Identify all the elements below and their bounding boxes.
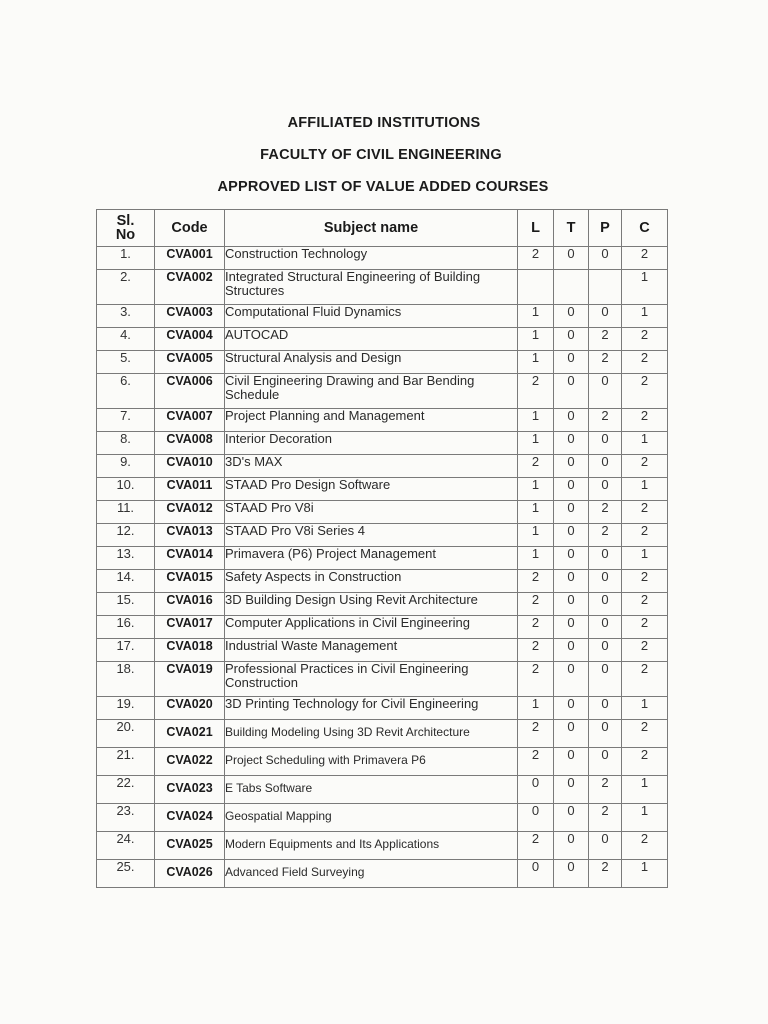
table-row: [97, 616, 668, 639]
cell-sl-no: 7.: [97, 409, 155, 432]
cell-p: 0: [589, 432, 622, 455]
cell-t: 0: [554, 501, 589, 524]
cell-c: 2: [622, 748, 668, 776]
cell-l: 2: [518, 616, 554, 639]
cell-p: 0: [589, 374, 622, 409]
cell-subject-name: 3D Building Design Using Revit Architecture: [225, 593, 518, 616]
table-row: [97, 547, 668, 570]
cell-l: 1: [518, 351, 554, 374]
cell-sl-no: 11.: [97, 501, 155, 524]
cell-code: CVA026: [155, 860, 225, 888]
table-row: [97, 478, 668, 501]
cell-subject-name: Building Modeling Using 3D Revit Architecture: [225, 720, 518, 748]
table-row: [97, 524, 668, 547]
cell-l: 2: [518, 570, 554, 593]
cell-c: 1: [622, 547, 668, 570]
cell-code: CVA024: [155, 804, 225, 832]
cell-t: 0: [554, 720, 589, 748]
cell-c: 2: [622, 247, 668, 270]
cell-p: 2: [589, 351, 622, 374]
cell-sl-no: 23.: [97, 804, 155, 832]
cell-c: 1: [622, 270, 668, 305]
cell-l: 2: [518, 662, 554, 697]
cell-t: 0: [554, 662, 589, 697]
cell-p: 0: [589, 639, 622, 662]
cell-t: 0: [554, 570, 589, 593]
table-row: [97, 409, 668, 432]
cell-p: 2: [589, 501, 622, 524]
cell-t: 0: [554, 639, 589, 662]
cell-subject-name: 3D's MAX: [225, 455, 518, 478]
table-row: [97, 593, 668, 616]
cell-subject-name: Project Scheduling with Primavera P6: [225, 748, 518, 776]
courses-table: [96, 209, 668, 888]
table-row: [97, 305, 668, 328]
cell-code: CVA023: [155, 776, 225, 804]
table-row: [97, 351, 668, 374]
cell-sl-no: 21.: [97, 748, 155, 776]
cell-l: 1: [518, 524, 554, 547]
table-row: [97, 860, 668, 888]
cell-p: 0: [589, 832, 622, 860]
cell-subject-name: E Tabs Software: [225, 776, 518, 804]
cell-subject-name: Computer Applications in Civil Engineering: [225, 616, 518, 639]
cell-p: 0: [589, 748, 622, 776]
cell-t: 0: [554, 478, 589, 501]
cell-t: 0: [554, 547, 589, 570]
cell-sl-no: 1.: [97, 247, 155, 270]
cell-c: 2: [622, 455, 668, 478]
cell-code: CVA013: [155, 524, 225, 547]
cell-c: 2: [622, 832, 668, 860]
header-p: P: [589, 210, 622, 247]
cell-c: 1: [622, 305, 668, 328]
cell-code: CVA014: [155, 547, 225, 570]
cell-t: 0: [554, 328, 589, 351]
table-row: [97, 455, 668, 478]
cell-sl-no: 24.: [97, 832, 155, 860]
cell-t: 0: [554, 455, 589, 478]
cell-sl-no: 17.: [97, 639, 155, 662]
cell-subject-name: AUTOCAD: [225, 328, 518, 351]
cell-p: 0: [589, 697, 622, 720]
cell-code: CVA006: [155, 374, 225, 409]
cell-t: 0: [554, 804, 589, 832]
cell-subject-name: Advanced Field Surveying: [225, 860, 518, 888]
cell-p: 2: [589, 776, 622, 804]
table-row: [97, 270, 668, 305]
cell-sl-no: 18.: [97, 662, 155, 697]
cell-l: 1: [518, 432, 554, 455]
table-header-row: [97, 210, 668, 247]
cell-c: 2: [622, 409, 668, 432]
cell-l: 2: [518, 832, 554, 860]
cell-p: [589, 270, 622, 305]
cell-code: CVA002: [155, 270, 225, 305]
cell-code: CVA008: [155, 432, 225, 455]
cell-code: CVA011: [155, 478, 225, 501]
heading-course-list: APPROVED LIST OF VALUE ADDED COURSES: [217, 179, 549, 195]
cell-l: 2: [518, 247, 554, 270]
cell-t: 0: [554, 351, 589, 374]
cell-p: 0: [589, 616, 622, 639]
table-row: [97, 697, 668, 720]
cell-sl-no: 4.: [97, 328, 155, 351]
cell-sl-no: 15.: [97, 593, 155, 616]
cell-subject-name: Construction Technology: [225, 247, 518, 270]
cell-subject-name: STAAD Pro V8i Series 4: [225, 524, 518, 547]
cell-code: CVA015: [155, 570, 225, 593]
cell-sl-no: 8.: [97, 432, 155, 455]
cell-l: 2: [518, 374, 554, 409]
cell-c: 1: [622, 697, 668, 720]
cell-sl-no: 9.: [97, 455, 155, 478]
cell-sl-no: 12.: [97, 524, 155, 547]
cell-c: 2: [622, 501, 668, 524]
cell-subject-name: STAAD Pro Design Software: [225, 478, 518, 501]
cell-code: CVA020: [155, 697, 225, 720]
cell-p: 2: [589, 328, 622, 351]
cell-p: 0: [589, 720, 622, 748]
cell-code: CVA003: [155, 305, 225, 328]
cell-l: 2: [518, 748, 554, 776]
cell-sl-no: 3.: [97, 305, 155, 328]
cell-sl-no: 5.: [97, 351, 155, 374]
cell-p: 0: [589, 662, 622, 697]
heading-faculty: FACULTY OF CIVIL ENGINEERING: [260, 147, 502, 163]
cell-c: 2: [622, 524, 668, 547]
table-row: [97, 832, 668, 860]
cell-l: 1: [518, 478, 554, 501]
table-row: [97, 432, 668, 455]
cell-t: 0: [554, 432, 589, 455]
cell-p: 0: [589, 593, 622, 616]
header-sl-no: [97, 210, 155, 247]
cell-t: 0: [554, 860, 589, 888]
cell-l: 2: [518, 455, 554, 478]
cell-p: 0: [589, 570, 622, 593]
cell-c: 1: [622, 432, 668, 455]
header-c: C: [622, 210, 668, 247]
cell-code: CVA019: [155, 662, 225, 697]
cell-c: 1: [622, 860, 668, 888]
cell-c: 2: [622, 639, 668, 662]
table-row: [97, 748, 668, 776]
cell-l: 1: [518, 697, 554, 720]
cell-sl-no: 14.: [97, 570, 155, 593]
cell-l: 2: [518, 639, 554, 662]
cell-sl-no: 20.: [97, 720, 155, 748]
cell-sl-no: 10.: [97, 478, 155, 501]
cell-t: 0: [554, 593, 589, 616]
header-t: T: [554, 210, 589, 247]
cell-subject-name: 3D Printing Technology for Civil Engineering: [225, 697, 518, 720]
cell-l: 1: [518, 409, 554, 432]
header-sl-line1: Sl.: [116, 213, 135, 229]
cell-code: CVA007: [155, 409, 225, 432]
cell-c: 2: [622, 662, 668, 697]
cell-l: 0: [518, 776, 554, 804]
header-subject-name: Subject name: [225, 210, 518, 247]
header-sl-line2: No: [115, 227, 136, 243]
cell-sl-no: 2.: [97, 270, 155, 305]
cell-p: 0: [589, 247, 622, 270]
cell-code: CVA010: [155, 455, 225, 478]
cell-subject-name: Project Planning and Management: [225, 409, 518, 432]
table-row: [97, 720, 668, 748]
cell-code: CVA022: [155, 748, 225, 776]
cell-t: 0: [554, 247, 589, 270]
cell-code: CVA018: [155, 639, 225, 662]
cell-p: 0: [589, 478, 622, 501]
cell-p: 2: [589, 860, 622, 888]
cell-code: CVA001: [155, 247, 225, 270]
cell-l: 2: [518, 593, 554, 616]
cell-l: 1: [518, 501, 554, 524]
cell-l: 2: [518, 720, 554, 748]
cell-p: 2: [589, 409, 622, 432]
cell-t: 0: [554, 524, 589, 547]
cell-code: CVA005: [155, 351, 225, 374]
cell-t: 0: [554, 776, 589, 804]
cell-subject-name: Modern Equipments and Its Applications: [225, 832, 518, 860]
table-row: [97, 662, 668, 697]
table-row: [97, 328, 668, 351]
cell-sl-no: 6.: [97, 374, 155, 409]
heading-affiliated-institutions: AFFILIATED INSTITUTIONS: [287, 115, 481, 131]
cell-subject-name: Civil Engineering Drawing and Bar Bending Schedule: [225, 374, 518, 409]
cell-sl-no: 13.: [97, 547, 155, 570]
cell-c: 2: [622, 328, 668, 351]
cell-subject-name: Integrated Structural Engineering of Building Structures: [225, 270, 518, 305]
cell-sl-no: 25.: [97, 860, 155, 888]
cell-c: 2: [622, 374, 668, 409]
cell-l: 1: [518, 305, 554, 328]
cell-c: 2: [622, 351, 668, 374]
cell-subject-name: Professional Practices in Civil Engineering Construction: [225, 662, 518, 697]
cell-sl-no: 22.: [97, 776, 155, 804]
table-row: [97, 374, 668, 409]
cell-p: 2: [589, 804, 622, 832]
table-row: [97, 804, 668, 832]
cell-code: CVA016: [155, 593, 225, 616]
table-row: [97, 247, 668, 270]
cell-sl-no: 19.: [97, 697, 155, 720]
table-row: [97, 639, 668, 662]
table-row: [97, 776, 668, 804]
table-row: [97, 570, 668, 593]
cell-subject-name: Geospatial Mapping: [225, 804, 518, 832]
cell-l: 0: [518, 860, 554, 888]
cell-c: 2: [622, 616, 668, 639]
cell-l: 0: [518, 804, 554, 832]
cell-l: 1: [518, 547, 554, 570]
cell-p: 0: [589, 455, 622, 478]
cell-t: 0: [554, 305, 589, 328]
cell-c: 2: [622, 570, 668, 593]
header-code: Code: [155, 210, 225, 247]
cell-subject-name: Structural Analysis and Design: [225, 351, 518, 374]
cell-t: 0: [554, 697, 589, 720]
cell-subject-name: STAAD Pro V8i: [225, 501, 518, 524]
cell-code: CVA012: [155, 501, 225, 524]
cell-subject-name: Computational Fluid Dynamics: [225, 305, 518, 328]
cell-p: 0: [589, 305, 622, 328]
cell-subject-name: Industrial Waste Management: [225, 639, 518, 662]
table-row: [97, 501, 668, 524]
cell-t: 0: [554, 374, 589, 409]
cell-t: 0: [554, 832, 589, 860]
cell-code: CVA021: [155, 720, 225, 748]
cell-subject-name: Interior Decoration: [225, 432, 518, 455]
cell-c: 1: [622, 776, 668, 804]
cell-code: CVA004: [155, 328, 225, 351]
cell-sl-no: 16.: [97, 616, 155, 639]
cell-t: 0: [554, 409, 589, 432]
cell-p: 0: [589, 547, 622, 570]
table-body: [97, 247, 668, 888]
cell-subject-name: Primavera (P6) Project Management: [225, 547, 518, 570]
cell-c: 1: [622, 804, 668, 832]
cell-subject-name: Safety Aspects in Construction: [225, 570, 518, 593]
cell-t: 0: [554, 748, 589, 776]
cell-code: CVA017: [155, 616, 225, 639]
cell-code: CVA025: [155, 832, 225, 860]
cell-p: 2: [589, 524, 622, 547]
cell-l: [518, 270, 554, 305]
cell-t: [554, 270, 589, 305]
header-l: L: [518, 210, 554, 247]
cell-l: 1: [518, 328, 554, 351]
cell-c: 1: [622, 478, 668, 501]
cell-c: 2: [622, 593, 668, 616]
cell-c: 2: [622, 720, 668, 748]
cell-t: 0: [554, 616, 589, 639]
